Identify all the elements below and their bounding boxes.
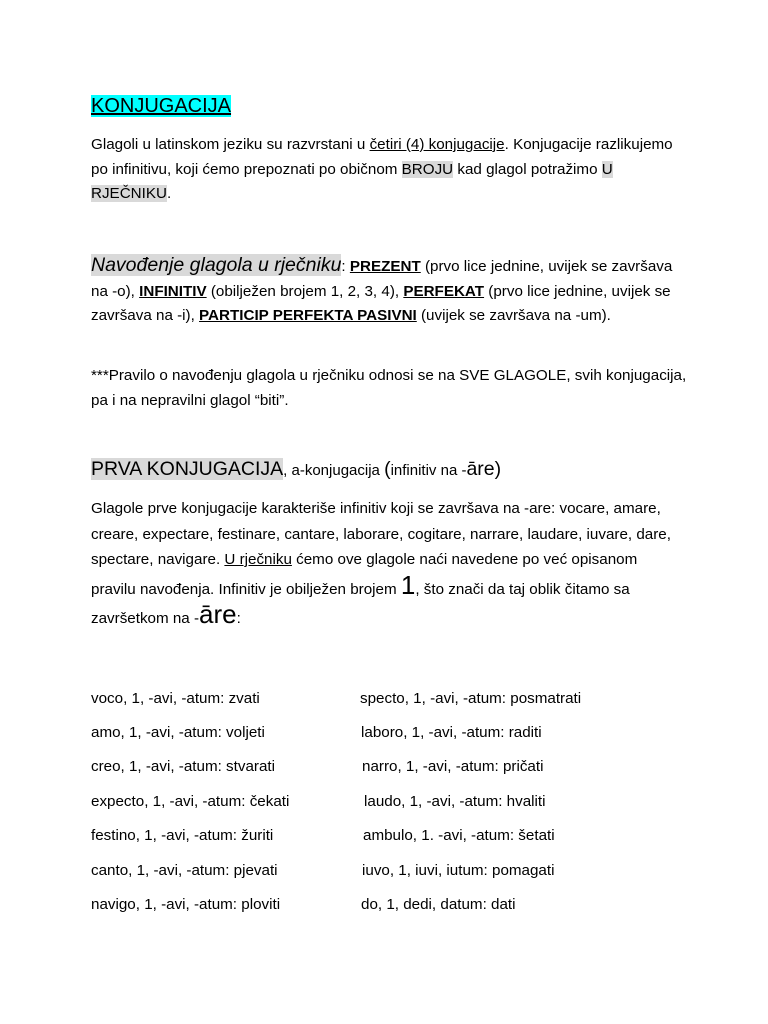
title-konjugacija: KONJUGACIJA (91, 95, 232, 117)
verb-right-2: laboro, 1, -avi, -atum: raditi (361, 724, 542, 741)
verb-left-4: expecto, 1, -avi, -atum: čekati (91, 793, 290, 810)
prva-text-2: ćemo ove glagole naći navedene po već opisanom pravilu navođenja. Infinitiv je obilježen brojem (91, 551, 638, 598)
prva-title: PRVA KONJUGACIJA (91, 458, 284, 480)
prva-suffix-big: āre (199, 599, 237, 629)
prva-text-3: , što znači da taj oblik čitamo sa završetkom na - (91, 580, 630, 627)
prva-suffix: āre (466, 458, 495, 480)
intro-paragraph (91, 133, 691, 207)
verb-right-7: do, 1, dedi, datum: dati (361, 896, 516, 913)
prva-paren-open: ( (384, 458, 391, 480)
navodenje-text-3: (obilježen brojem 1, 2, 3, 4), (206, 282, 404, 300)
keyword-prezent: PREZENT (349, 258, 421, 275)
prva-infinitiv-label: infinitiv na - (390, 462, 467, 479)
verb-left-7: navigo, 1, -avi, -atum: ploviti (91, 896, 281, 913)
verb-left-1: voco, 1, -avi, -atum: zvati (91, 690, 260, 707)
page-title (91, 93, 691, 119)
verb-right-5: ambulo, 1. -avi, -atum: šetati (363, 827, 555, 844)
prva-number-one: 1 (400, 569, 416, 600)
prva-text-4: : (236, 610, 241, 627)
navodenje-heading: Navođenje glagola u rječniku (91, 254, 342, 276)
navodenje-paragraph (91, 253, 691, 329)
prva-heading (91, 456, 691, 484)
prva-text-1: Glagole prve konjugacije karakteriše infinitiv koji se završava na -are: vocare, amare, creare, expectare, festinare, cantare, laborare, cogitare, narrare, laudare, iuvare, dare, spectare, navigare. (91, 500, 671, 568)
intro-highlight-rjecniku: U RJEČNIKU (91, 160, 613, 202)
keyword-infinitiv: INFINITIV (139, 282, 207, 300)
prva-subtitle: , a-konjugacija (283, 462, 385, 479)
verb-left-2: amo, 1, -avi, -atum: voljeti (91, 724, 265, 741)
verb-left-6: canto, 1, -avi, -atum: pjevati (91, 862, 278, 879)
keyword-particip: PARTICIP PERFEKTA PASIVNI (199, 307, 417, 324)
verb-right-3: narro, 1, -avi, -atum: pričati (362, 758, 544, 775)
verb-left-3: creo, 1, -avi, -atum: stvarati (91, 758, 275, 775)
note-paragraph: ***Pravilo o navođenju glagola u rječniku odnosi se na SVE GLAGOLE, svih konjugacija, pa i na nepravilni glagol “biti”. (91, 367, 687, 409)
navodenje-text-5: (uvijek se završava na -um). (416, 307, 611, 324)
navodenje-text-4: (prvo lice jednine, uvijek se završava na -i), (91, 282, 671, 324)
intro-text-1: Glagoli u latinskom jeziku su razvrstani u (91, 136, 370, 153)
verb-left-5: festino, 1, -avi, -atum: žuriti (91, 827, 274, 844)
verb-right-1: specto, 1, -avi, -atum: posmatrati (360, 690, 582, 707)
intro-text-2: . Konjugacije razlikujemo po infinitivu, koji ćemo prepoznati po običnom (91, 136, 673, 178)
prva-underline-rjecniku: U rječniku (224, 551, 292, 568)
verb-right-4: laudo, 1, -avi, -atum: hvaliti (364, 793, 546, 810)
intro-highlight-broju: BROJU (401, 160, 454, 178)
verb-right-6: iuvo, 1, iuvi, iutum: pomagati (362, 862, 555, 879)
prva-paren-close: ) (494, 458, 502, 480)
navodenje-text-1: : (341, 258, 350, 275)
intro-underline-cetiri: četiri (4) konjugacije (369, 136, 505, 153)
intro-text-4: . (166, 185, 172, 202)
prva-paragraph (91, 496, 686, 632)
navodenje-text-2: (prvo lice jednine, uvijek se završava na -o), (91, 258, 673, 300)
keyword-perfekat: PERFEKAT (403, 282, 485, 300)
intro-text-3: kad glagol potražimo (453, 160, 602, 178)
